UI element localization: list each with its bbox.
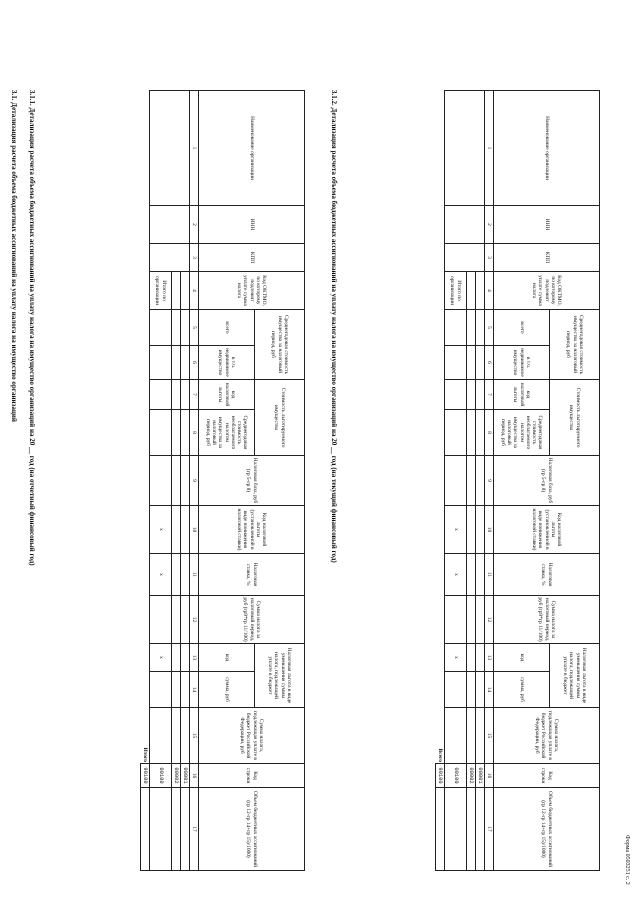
header-red-sum: сумма, руб bbox=[199, 672, 255, 708]
col-num: 5 bbox=[485, 310, 494, 346]
x-mark: x bbox=[150, 506, 172, 554]
cell[interactable] bbox=[476, 380, 485, 410]
cell[interactable] bbox=[476, 644, 485, 672]
col-num: 2 bbox=[190, 206, 199, 244]
cell-inn[interactable] bbox=[150, 206, 190, 244]
total-row bbox=[141, 91, 150, 871]
x-mark: x bbox=[445, 506, 467, 554]
header-rate-code: Код налоговой льготы (установленной в виде понижения налоговой ставки) bbox=[494, 506, 600, 554]
cell[interactable] bbox=[150, 346, 172, 380]
cell[interactable] bbox=[467, 456, 476, 506]
subtotal-label: Итого по организации bbox=[150, 272, 172, 310]
cell[interactable] bbox=[150, 788, 172, 871]
cell[interactable] bbox=[181, 596, 190, 644]
cell[interactable] bbox=[181, 456, 190, 506]
col-num: 10 bbox=[190, 506, 199, 554]
col-num: 15 bbox=[485, 708, 494, 764]
x-mark: x bbox=[150, 644, 172, 672]
col-num: 16 bbox=[485, 764, 494, 788]
cell[interactable] bbox=[467, 506, 476, 554]
col-num: 16 bbox=[190, 764, 199, 788]
table-row bbox=[476, 91, 485, 871]
col-num: 13 bbox=[485, 644, 494, 672]
col-num: 6 bbox=[190, 346, 199, 380]
cell[interactable] bbox=[467, 672, 476, 708]
row-code: 00001 bbox=[476, 764, 485, 788]
header-total: всего bbox=[199, 310, 255, 346]
cell[interactable] bbox=[150, 410, 172, 456]
col-num: 14 bbox=[485, 672, 494, 708]
header-row-code: Код строки bbox=[494, 764, 600, 788]
cell-inn[interactable] bbox=[445, 206, 485, 244]
header-benefit-property: Стоимость льготируемого имущества bbox=[255, 380, 305, 456]
cell[interactable] bbox=[181, 554, 190, 596]
cell[interactable] bbox=[181, 506, 190, 554]
col-num: 3 bbox=[485, 244, 494, 272]
cell[interactable] bbox=[467, 708, 476, 764]
header-incl-real-estate: в т.ч. недвижимое имущество bbox=[199, 346, 255, 380]
col-num: 14 bbox=[190, 672, 199, 708]
cell[interactable] bbox=[150, 708, 172, 764]
table-3-1-1 bbox=[140, 90, 305, 871]
cell-oktmo[interactable] bbox=[467, 272, 476, 310]
row-code: 00002 bbox=[172, 764, 181, 788]
cell[interactable] bbox=[172, 672, 181, 708]
col-num: 17 bbox=[485, 788, 494, 871]
cell[interactable] bbox=[150, 456, 172, 506]
header-red-code: код bbox=[199, 644, 255, 672]
header-avg-value: Среднегодовая стоимость имущества за налоговый период, руб bbox=[550, 310, 600, 380]
header-tax-amount: Сумма налога за налоговый период, руб (гр9*гр 11/100) bbox=[494, 596, 600, 644]
header-tax-base: Налоговая база, руб (гр 5-гр 8) bbox=[494, 456, 600, 506]
cell[interactable] bbox=[476, 310, 485, 346]
cell[interactable] bbox=[172, 554, 181, 596]
cell[interactable] bbox=[181, 708, 190, 764]
cell[interactable] bbox=[476, 708, 485, 764]
col-num: 11 bbox=[190, 554, 199, 596]
header-avg-value: Среднегодовая стоимость имущества за налоговый период, руб bbox=[255, 310, 305, 380]
cell-oktmo[interactable] bbox=[172, 272, 181, 310]
cell[interactable] bbox=[445, 410, 467, 456]
cell[interactable] bbox=[172, 380, 181, 410]
section-heading: 3.1. Детализация расчета объема бюджетных ассигнований на уплату налога на имущество организаций bbox=[10, 90, 18, 422]
col-num: 1 bbox=[190, 91, 199, 206]
cell[interactable] bbox=[172, 310, 181, 346]
header-benefit-value: Среднегодовая стоимость необлагаемого налогом имущества за налоговый период, руб bbox=[494, 410, 550, 456]
cell[interactable] bbox=[172, 596, 181, 644]
cell[interactable] bbox=[476, 672, 485, 708]
col-num: 9 bbox=[485, 456, 494, 506]
cell[interactable] bbox=[172, 788, 181, 871]
col-num: 12 bbox=[190, 596, 199, 644]
cell[interactable] bbox=[150, 596, 172, 644]
x-mark: x bbox=[150, 554, 172, 596]
cell[interactable] bbox=[467, 644, 476, 672]
cell[interactable] bbox=[445, 346, 467, 380]
cell[interactable] bbox=[445, 456, 467, 506]
cell[interactable] bbox=[445, 708, 467, 764]
cell[interactable] bbox=[445, 310, 467, 346]
header-benefit-code: код налоговой льготы bbox=[494, 380, 550, 410]
cell-name[interactable] bbox=[150, 91, 190, 206]
header-row-code: Код строки bbox=[199, 764, 305, 788]
cell[interactable] bbox=[476, 554, 485, 596]
col-num: 5 bbox=[190, 310, 199, 346]
row-code: 90100 bbox=[141, 764, 150, 788]
col-num: 3 bbox=[190, 244, 199, 272]
cell[interactable] bbox=[476, 506, 485, 554]
cell[interactable] bbox=[172, 708, 181, 764]
header-rate: Налоговая ставка, % bbox=[494, 554, 600, 596]
header-payable: Сумма налога, подлежащая уплате в бюджет Российской Федерации, руб bbox=[199, 708, 305, 764]
header-inn: ИНН bbox=[199, 206, 305, 244]
cell[interactable] bbox=[476, 346, 485, 380]
col-num: 7 bbox=[485, 380, 494, 410]
cell[interactable] bbox=[150, 380, 172, 410]
header-oktmo: Код ОКТМО, по которому подлежит уплате сумма налога bbox=[199, 272, 305, 310]
total-row bbox=[436, 91, 445, 871]
cell-name[interactable] bbox=[445, 91, 485, 206]
cell[interactable] bbox=[476, 410, 485, 456]
x-mark: x bbox=[445, 554, 467, 596]
column-numbers-row bbox=[485, 91, 494, 871]
col-num: 8 bbox=[190, 410, 199, 456]
header-benefit-value: Среднегодовая стоимость необлагаемого налогом имущества за налоговый период, руб bbox=[199, 410, 255, 456]
cell[interactable] bbox=[181, 410, 190, 456]
cell[interactable] bbox=[172, 644, 181, 672]
cell[interactable] bbox=[181, 672, 190, 708]
header-tax-base: Налоговая база, руб (гр 5-гр 8) bbox=[199, 456, 305, 506]
header-kpp: КПП bbox=[494, 244, 600, 272]
cell[interactable] bbox=[436, 788, 445, 871]
cell[interactable] bbox=[181, 788, 190, 871]
header-benefit-property: Стоимость льготируемого имущества bbox=[550, 380, 600, 456]
total-label-text: Всего bbox=[436, 748, 443, 762]
col-num: 4 bbox=[485, 272, 494, 310]
row-code: 00001 bbox=[181, 764, 190, 788]
cell-kpp[interactable] bbox=[150, 244, 190, 272]
cell[interactable] bbox=[467, 310, 476, 346]
header-benefit-code: код налоговой льготы bbox=[199, 380, 255, 410]
form-id: Форма 0503251 с. 2 bbox=[624, 835, 630, 885]
header-total: всего bbox=[494, 310, 550, 346]
cell[interactable] bbox=[476, 456, 485, 506]
col-num: 2 bbox=[485, 206, 494, 244]
header-rate-code: Код налоговой льготы (установленной в виде понижения налоговой ставки) bbox=[199, 506, 305, 554]
col-num: 7 bbox=[190, 380, 199, 410]
row-code: 00100 bbox=[445, 764, 467, 788]
header-obligations: Объем бюджетных ассигнований (гр 12-гр 14+гр 15)/1000) bbox=[199, 788, 305, 871]
table2-heading: 3.1.2. Детализация расчета объема бюджетных ассигнований на уплату налога на имущество организаций на 20 __ год (на текущий финансовый год) bbox=[330, 90, 338, 563]
cell[interactable] bbox=[467, 788, 476, 871]
cell[interactable] bbox=[172, 456, 181, 506]
cell-oktmo[interactable] bbox=[476, 272, 485, 310]
table1-heading: 3.1.1. Детализация расчета объема бюджетных ассигнований на уплату налога на имущество организаций на 20 __ год (на отчетный финансовый год) bbox=[28, 90, 36, 566]
cell[interactable] bbox=[172, 346, 181, 380]
cell[interactable] bbox=[141, 788, 150, 871]
header-red-sum: сумма, руб bbox=[494, 672, 550, 708]
cell[interactable] bbox=[467, 596, 476, 644]
table-3-1-2 bbox=[435, 90, 600, 871]
cell[interactable] bbox=[467, 554, 476, 596]
cell[interactable] bbox=[172, 410, 181, 456]
col-num: 10 bbox=[485, 506, 494, 554]
col-num: 13 bbox=[190, 644, 199, 672]
cell[interactable] bbox=[445, 788, 467, 871]
col-num: 17 bbox=[190, 788, 199, 871]
header-name: Наименование организации bbox=[199, 91, 305, 206]
col-num: 9 bbox=[190, 456, 199, 506]
row-code: 00100 bbox=[150, 764, 172, 788]
header-obligations: Объем бюджетных ассигнований (гр 12-гр 14+гр 15)/1000) bbox=[494, 788, 600, 871]
col-num: 4 bbox=[190, 272, 199, 310]
header-payable: Сумма налога, подлежащая уплате в бюджет Российской Федерации, руб bbox=[494, 708, 600, 764]
cell[interactable] bbox=[150, 310, 172, 346]
cell-oktmo[interactable] bbox=[181, 272, 190, 310]
cell[interactable] bbox=[150, 672, 172, 708]
cell[interactable] bbox=[181, 380, 190, 410]
total-label-text: Итого bbox=[141, 747, 148, 762]
col-num: 11 bbox=[485, 554, 494, 596]
cell[interactable] bbox=[181, 644, 190, 672]
cell[interactable] bbox=[467, 410, 476, 456]
cell[interactable] bbox=[181, 346, 190, 380]
header-reduction: Налоговая льгота в виде уменьшения суммы налога, подлежащей уплате в бюджет bbox=[255, 644, 305, 708]
cell[interactable] bbox=[467, 346, 476, 380]
subtotal-label: Итого по организации bbox=[445, 272, 467, 310]
cell-kpp[interactable] bbox=[445, 244, 485, 272]
col-num: 15 bbox=[190, 708, 199, 764]
row-code: 90100 bbox=[436, 764, 445, 788]
cell[interactable] bbox=[445, 672, 467, 708]
cell[interactable] bbox=[467, 380, 476, 410]
cell[interactable] bbox=[445, 596, 467, 644]
cell[interactable] bbox=[476, 596, 485, 644]
x-mark: x bbox=[445, 644, 467, 672]
total-label bbox=[436, 91, 445, 764]
cell[interactable] bbox=[445, 380, 467, 410]
cell[interactable] bbox=[476, 788, 485, 871]
cell[interactable] bbox=[181, 310, 190, 346]
header-red-code: код bbox=[494, 644, 550, 672]
header-rate: Налоговая ставка, % bbox=[199, 554, 305, 596]
header-inn: ИНН bbox=[494, 206, 600, 244]
total-label bbox=[141, 91, 150, 764]
col-num: 8 bbox=[485, 410, 494, 456]
table-row bbox=[181, 91, 190, 871]
column-numbers-row bbox=[190, 91, 199, 871]
cell[interactable] bbox=[172, 506, 181, 554]
col-num: 12 bbox=[485, 596, 494, 644]
header-tax-amount: Сумма налога за налоговый период, руб (гр9*гр 11/100) bbox=[199, 596, 305, 644]
header-reduction: Налоговая льгота в виде уменьшения суммы налога, подлежащей уплате в бюджет bbox=[550, 644, 600, 708]
col-num: 6 bbox=[485, 346, 494, 380]
header-name: Наименование организации bbox=[494, 91, 600, 206]
header-kpp: КПП bbox=[199, 244, 305, 272]
row-code: 00002 bbox=[467, 764, 476, 788]
header-incl-real-estate: в т.ч. недвижимое имущество bbox=[494, 346, 550, 380]
col-num: 1 bbox=[485, 91, 494, 206]
header-oktmo: Код ОКТМО, по которому подлежит уплате сумма налога bbox=[494, 272, 600, 310]
